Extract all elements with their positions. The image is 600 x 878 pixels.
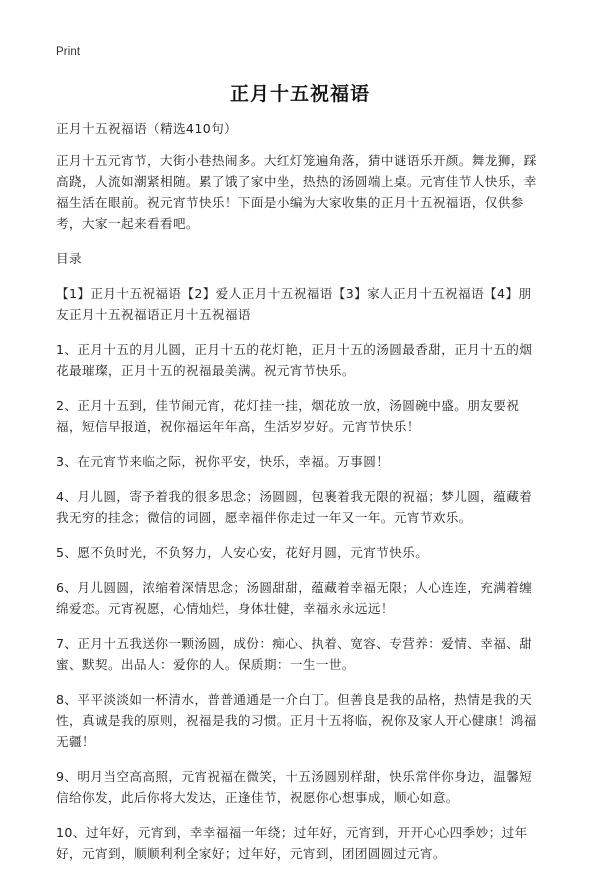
print-link[interactable]: Print [56, 46, 81, 58]
greeting-item: 6、月儿圆圆，浓缩着深情思念；汤圆甜甜，蕴藏着幸福无限；人心连连，充满着缠绵爱恋。元宵祝愿，心情灿烂，身体壮健，幸福永永远远！ [56, 580, 533, 616]
article-body [56, 118, 544, 878]
greeting-item: 9、明月当空高高照，元宵祝福在微笑，十五汤圆别样甜，快乐常伴你身边，温馨短信给你发，此后你将大发达，正逢佳节，祝愿你心想事成，顺心如意。 [56, 769, 533, 805]
toc-links[interactable]: 【1】正月十五祝福语【2】爱人正月十五祝福语【3】家人正月十五祝福语【4】朋友正月十五祝福语正月十五祝福语 [56, 286, 532, 322]
greeting-item: 7、正月十五我送你一颗汤圆，成份：痴心、执着、宽容、专营养：爱情、幸福、甜蜜、默契。出品人：爱你的人。保质期：一生一世。 [56, 636, 533, 672]
article-subtitle: 正月十五祝福语（精选410句） [56, 121, 238, 136]
intro-paragraph: 正月十五元宵节，大街小巷热闹多。大红灯笼遍角落，猜中谜语乐开颜。舞龙狮，踩高跷，人流如潮紧相随。累了饿了家中坐，热热的汤圆端上桌。元宵佳节人快乐，幸福生活在眼前。祝元宵节快乐！下面是小编为大家收集的正月十五祝福语，仅供参考，大家一起来看看吧。 [56, 153, 537, 231]
greeting-item: 1、正月十五的月儿圆，正月十五的花灯艳，正月十五的汤圆最香甜，正月十五的烟花最璀璨，正月十五的祝福最美满。祝元宵节快乐。 [56, 342, 533, 378]
toc-heading: 目录 [56, 251, 82, 266]
greeting-item: 10、过年好，元宵到，幸幸福福一年绕；过年好，元宵到，开开心心四季妙；过年好，元宵到，顺顺利利全家好；过年好，元宵到，团团圆圆过元宵。 [56, 825, 528, 861]
greeting-item: 3、在元宵节来临之际，祝你平安，快乐，幸福。万事圆！ [56, 454, 390, 469]
greeting-item: 2、正月十五到，佳节闹元宵，花灯挂一挂，烟花放一放，汤圆碗中盛。朋友要祝福，短信早报道，祝你福运年年高，生活岁岁好。元宵节快乐！ [56, 398, 520, 434]
greeting-item: 4、月儿圆，寄予着我的很多思念；汤圆圆，包裹着我无限的祝福；梦儿圆，蕴藏着我无穷的挂念；微信的词圆，愿幸福伴你走过一年又一年。元宵节欢乐。 [56, 489, 533, 525]
greeting-item: 8、平平淡淡如一杯清水，普普通通是一介白丁。但善良是我的品格，热情是我的天性，真诚是我的原则，祝福是我的习惯。正月十五将临，祝你及家人开心健康！鸿福无疆！ [56, 692, 537, 749]
greeting-item: 5、愿不负时光，不负努力，人安心安，花好月圆，元宵节快乐。 [56, 545, 429, 560]
page-title: 正月十五祝福语 [229, 83, 370, 105]
